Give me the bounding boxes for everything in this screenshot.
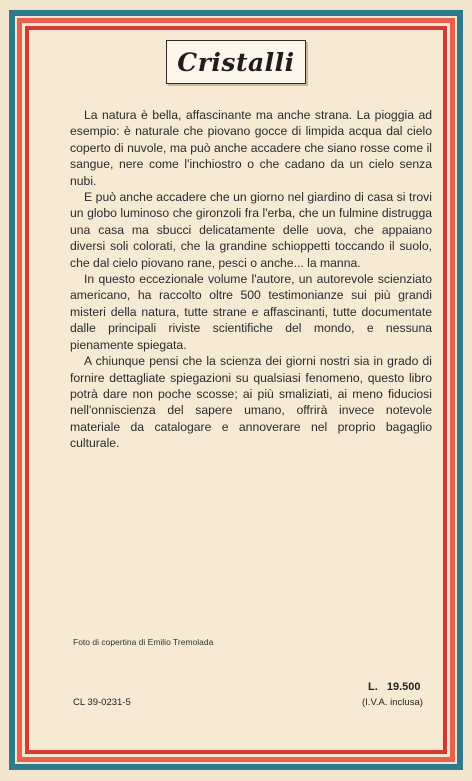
catalog-code: CL 39-0231-5 <box>73 697 131 708</box>
paragraph-4: A chiunque pensi che la scienza dei giorni nostri sia in grado di fornire dettagliate spiegazioni su qualsiasi fenomeno, questo libro potrà dare non poche scosse; ai più smaliziati, ai meno fiduciosi nell'onniscienza del sapere umano, offrirà invece notevole materiale da catalogare e annoverare nel proprio bagaglio culturale. <box>70 354 432 451</box>
paragraph-2: E può anche accadere che un giorno nel giardino di casa si trovi un globo luminoso che gironzoli fra l'erba, che un fulmine distrugga una casa ma sbucci delicatamente delle uova, che appaiano diversi soli colorati, che la grandine schioppetti toccando il suolo, che dal cielo piovano rane, pesci o anche... la manna. <box>70 190 432 270</box>
photo-credit: Foto di copertina di Emilio Tremolada <box>73 637 214 647</box>
blurb-text <box>70 107 432 452</box>
series-logo-text: Cristalli <box>177 47 295 77</box>
paragraph-3: In questo eccezionale volume l'autore, un autorevole scienziato americano, ha raccolto oltre 500 testimonianze sui più grandi misteri della natura, tutte strane e affascinanti, tutte documentate dalle principali riviste scientifiche del mondo, e nessuna pienamente spiegata. <box>70 272 432 352</box>
price: L. 19.500 <box>368 681 421 693</box>
series-logo <box>166 40 306 84</box>
paragraph-1: La natura è bella, affascinante ma anche strana. La pioggia ad esempio: è naturale che piovano gocce di limpida acqua dal cielo coperto di nuvole, ma può anche accadere che siano rosse come il sangue, nere come l'inchiostro o che cadano da un cielo senza nubi. <box>70 108 432 188</box>
vat-note: (I.V.A. inclusa) <box>362 697 423 708</box>
